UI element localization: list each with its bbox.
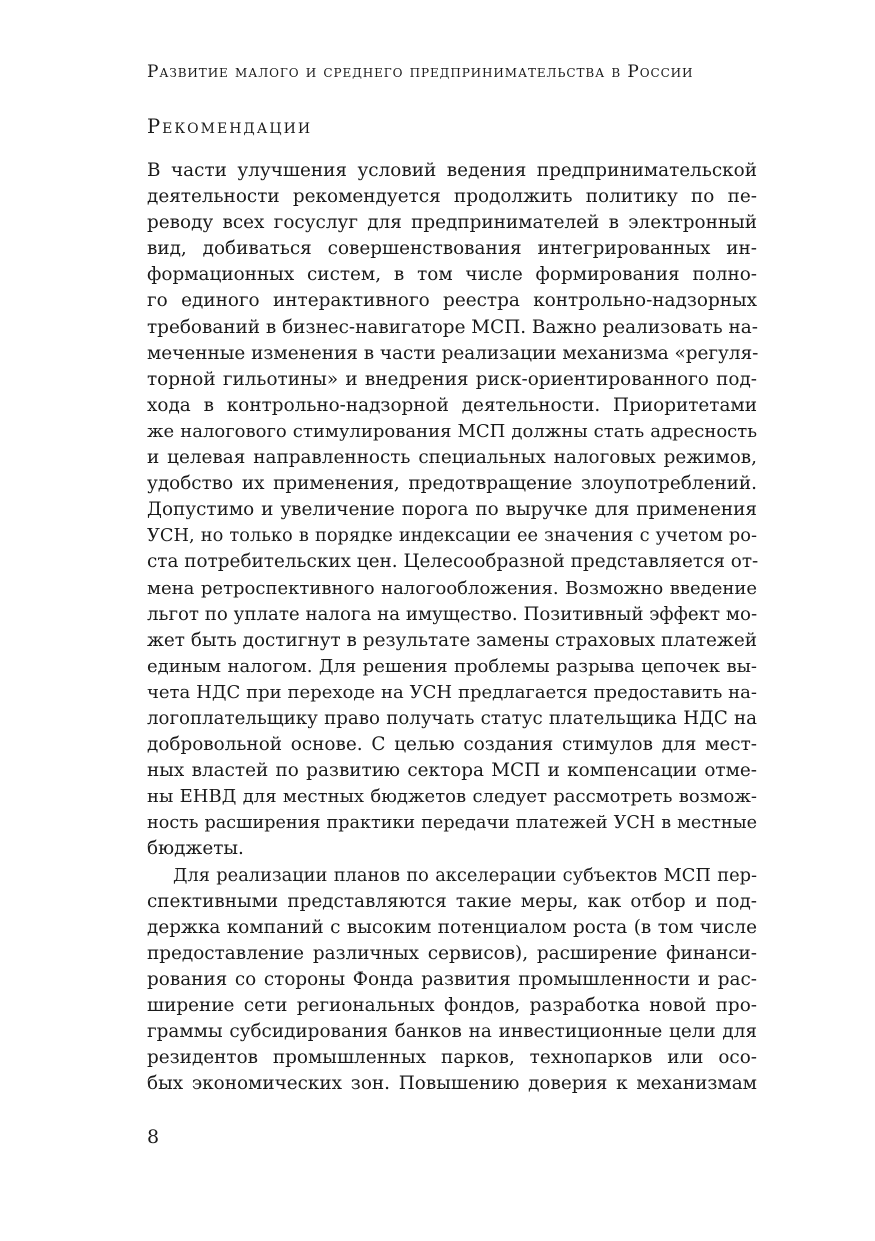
- running-head: Развитие малого и среднего предпринимательства в России: [147, 62, 694, 82]
- text-line: формационных систем, в том числе формирования полно-: [147, 264, 757, 286]
- text-line: бюджеты.: [147, 838, 244, 860]
- text-line: резидентов промышленных парков, технопарков или осо-: [147, 1047, 757, 1069]
- text-line: чета НДС при переходе на УСН предлагается предоставить на-: [147, 681, 757, 703]
- text-line: удобство их применения, предотвращение злоупотреблений.: [147, 473, 757, 495]
- text-line: ста потребительских цен. Целесообразной представляется от-: [147, 551, 759, 573]
- paragraph-1: [147, 158, 757, 863]
- section-title: Рекомендации: [147, 115, 313, 138]
- text-line: меченные изменения в части реализации механизма «регуля-: [147, 342, 759, 364]
- text-line: жет быть достигнут в результате замены страховых платежей: [147, 629, 757, 651]
- paragraph-2: [147, 863, 757, 1098]
- text-line: реводу всех госуслуг для предпринимателей в электронный: [147, 212, 757, 234]
- text-line: ных властей по развитию сектора МСП и компенсации отме-: [147, 760, 757, 782]
- text-line: граммы субсидирования банков на инвестиционные цели для: [147, 1021, 757, 1043]
- page-number: 8: [147, 1126, 160, 1148]
- text-line: деятельности рекомендуется продолжить политику по пе-: [147, 186, 757, 208]
- text-line: логоплательщику право получать статус плательщика НДС на: [147, 707, 757, 729]
- text-line: торной гильотины» и внедрения риск-ориентированного под-: [147, 368, 757, 390]
- text-line: УСН, но только в порядке индексации ее значения с учетом ро-: [147, 525, 757, 547]
- text-line: бых экономических зон. Повышению доверия к механизмам: [147, 1073, 757, 1095]
- text-line: держка компаний с высоким потенциалом роста (в том числе: [147, 916, 757, 938]
- text-line: Для реализации планов по акселерации субъектов МСП пер-: [173, 864, 757, 886]
- text-line: рования со стороны Фонда развития промышленности и рас-: [147, 968, 757, 990]
- text-line: вид, добиваться совершенствования интегрированных ин-: [147, 238, 757, 260]
- text-line: же налогового стимулирования МСП должны стать адресность: [147, 420, 757, 442]
- text-line: Допустимо и увеличение порога по выручке для применения: [147, 499, 757, 521]
- text-line: ширение сети региональных фондов, разработка новой про-: [147, 995, 757, 1016]
- text-line: требований в бизнес-навигаторе МСП. Важно реализовать на-: [147, 316, 758, 338]
- text-line: единым налогом. Для решения проблемы разрыва цепочек вы-: [147, 655, 757, 677]
- text-line: спективными представляются такие меры, как отбор и под-: [147, 890, 757, 912]
- text-line: предоставление различных сервисов), расширение финанси-: [147, 942, 757, 964]
- body-text: [147, 158, 757, 1097]
- text-line: добровольной основе. С целью создания стимулов для мест-: [147, 734, 757, 756]
- text-line: хода в контрольно-надзорной деятельности. Приоритетами: [147, 394, 757, 416]
- text-line: ны ЕНВД для местных бюджетов следует рассмотреть возмож-: [147, 786, 757, 808]
- book-page: [147, 0, 757, 1241]
- text-line: ность расширения практики передачи платежей УСН в местные: [147, 813, 757, 834]
- text-line: и целевая направленность специальных налоговых режимов,: [147, 447, 757, 469]
- text-line: мена ретроспективного налогообложения. Возможно введение: [147, 577, 757, 599]
- text-line: го единого интерактивного реестра контрольно-надзорных: [147, 290, 757, 312]
- text-line: В части улучшения условий ведения предпринимательской: [147, 160, 757, 181]
- text-line: льгот по уплате налога на имущество. Позитивный эффект мо-: [147, 603, 758, 625]
